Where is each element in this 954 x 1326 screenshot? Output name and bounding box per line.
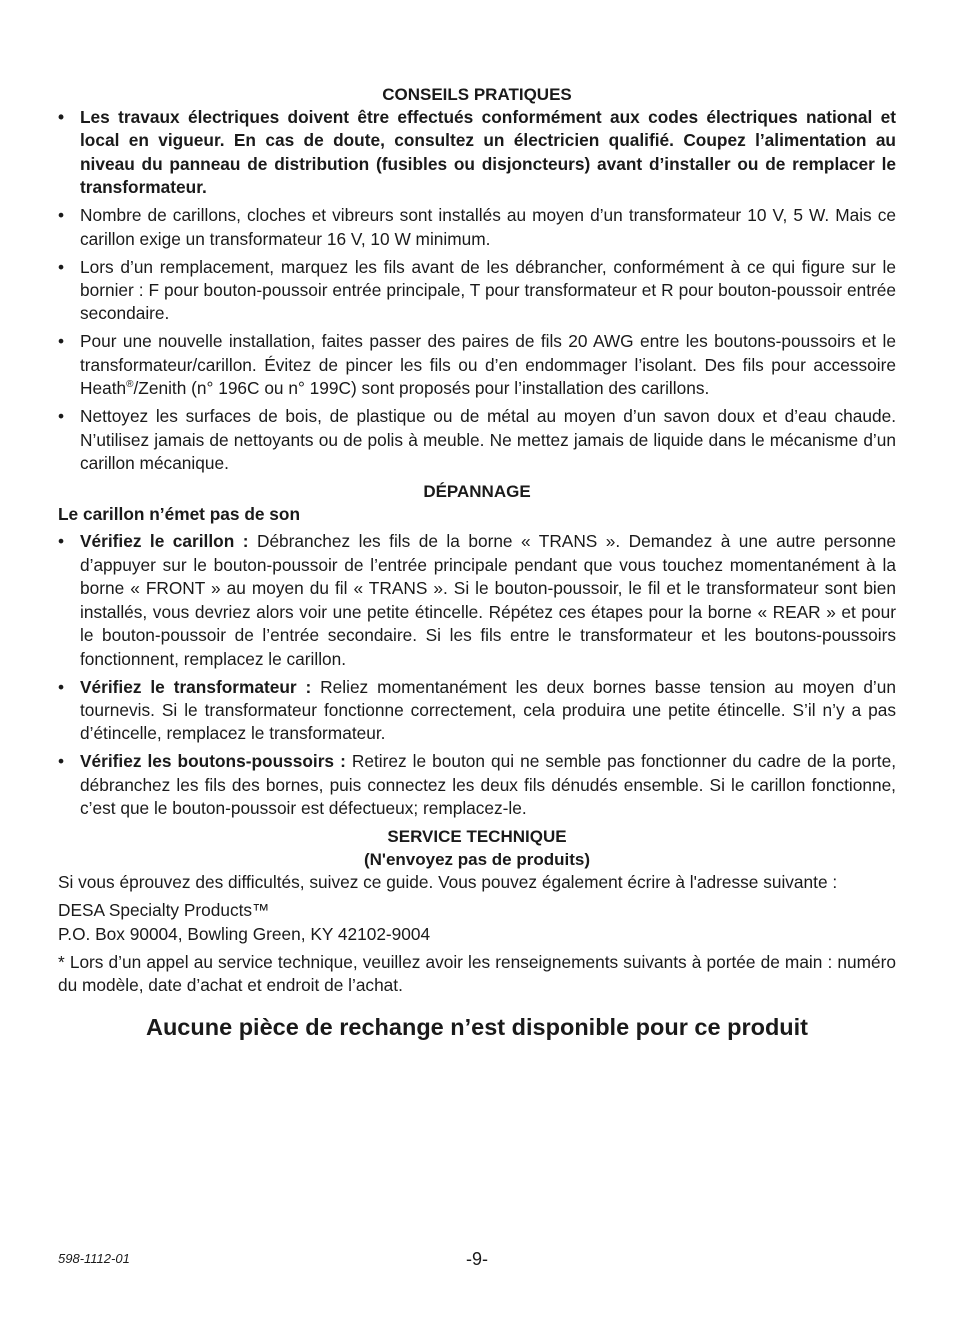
depannage-subheading: Le carillon n’émet pas de son [58, 504, 301, 525]
list-item: • Nettoyez les surfaces de bois, de plastique ou de métal au moyen d’un savon doux et d’eau chaude. N’utilisez jamais de nettoyants ou de polis à meuble. Ne mettez jamais de liquide dans le mécanisme d’un carillon mécanique. [58, 405, 896, 475]
section-title-conseils: CONSEILS PRATIQUES [382, 85, 572, 104]
list-item [58, 750, 896, 820]
item-lead: Vérifiez le transformateur : [80, 676, 312, 697]
section-subtitle-service: (N'envoyez pas de produits) [363, 850, 591, 870]
list-item: • Lors d’un remplacement, marquez les fils avant de les débrancher, conformément à ce qui figure sur le bornier : F pour bouton-poussoir entrée principale, T pour transformateur et R pour bouton-poussoir entrée secondaire. [58, 256, 896, 326]
parts-notice: Aucune pièce de rechange n’est disponible pour ce produit [145, 1014, 809, 1040]
depannage-list [58, 530, 896, 820]
section-title-service: SERVICE TECHNIQUE [387, 827, 567, 847]
service-note: * Lors d’un appel au service technique, veuillez avoir les renseignements suivants à portée de main : numéro du modèle, date d’achat et endroit de l’achat. [58, 951, 896, 995]
registered-mark: ® [126, 379, 134, 391]
list-item: • Nombre de carillons, cloches et vibreurs sont installés au moyen d’un transformateur 10 V, 5 W. Mais ce carillon exige un transformateur 16 V, 10 W minimum. [58, 204, 896, 251]
list-item: • Les travaux électriques doivent être effectués conformément aux codes électriques national et local en vigueur. En cas de doute, consultez un électricien qualifié. Coupez l’alimentation au niveau du panneau de distribution (fusibles ou disjoncteurs) avant d’installer ou de remplacer le transformateur. [58, 106, 896, 200]
document-body [58, 83, 896, 1002]
section-title-depannage: DÉPANNAGE [423, 482, 531, 502]
list-item [58, 530, 896, 670]
list-item [58, 676, 896, 746]
document-code: 598-1112-01 [58, 1251, 130, 1266]
item-text: Pour une nouvelle installation, faites passer des paires de fils 20 AWG entre les boutons-poussoirs et le transformateur/carillon. Évitez de pincer les fils ou d’en endommager l’isolant. Des fils pour accessoire Heath [80, 331, 896, 399]
item-text: Retirez le bouton qui ne semble pas fonctionner du cadre de la porte, débranchez les fils des bornes, puis connectez les deux fils dénudés ensemble. Si le carillon fonctionne, c’est que le bouton-poussoir est défectueux; remplacez-le. [80, 751, 896, 819]
item-text: Débranchez les fils de la borne « TRANS ». Demandez à une autre personne d’appuyer sur le bouton-poussoir de l’entrée principale pendant que vous touchez momentanément à la borne « FRONT » au moyen du fil « TRANS ». Si le bouton-poussoir, le fil et le transformateur sont bien installés, vous devriez alors voir une petite étincelle. Répétez ces étapes pour la borne « REAR » et pour le bouton-poussoir de l’entrée secondaire. Si les fils entre le transformateur et les boutons-poussoirs fonctionnent, remplacez le carillon. [80, 531, 896, 669]
address-line: P.O. Box 90004, Bowling Green, KY 42102-9004 [58, 923, 431, 944]
item-lead: Vérifiez le carillon : [80, 531, 249, 552]
item-text: Reliez momentanément les deux bornes basse tension au moyen d’un tournevis. Si le transformateur fonctionne correctement, cela produira une petite étincelle. S’il n’y a pas d’étincelle, remplacez le transformateur. [80, 676, 896, 744]
item-text: /Zenith (n° 196C ou n° 199C) sont proposés pour l’installation des carillons. [133, 378, 710, 399]
address-line: DESA Specialty Products™ [58, 900, 270, 921]
list-item [58, 330, 896, 400]
conseils-list [58, 106, 896, 475]
page-number: -9- [466, 1249, 488, 1269]
service-intro: Si vous éprouvez des difficultés, suivez ce guide. Vous pouvez également écrire à l'adresse suivante : [58, 872, 838, 893]
item-lead: Vérifiez les boutons-poussoirs : [80, 751, 346, 772]
